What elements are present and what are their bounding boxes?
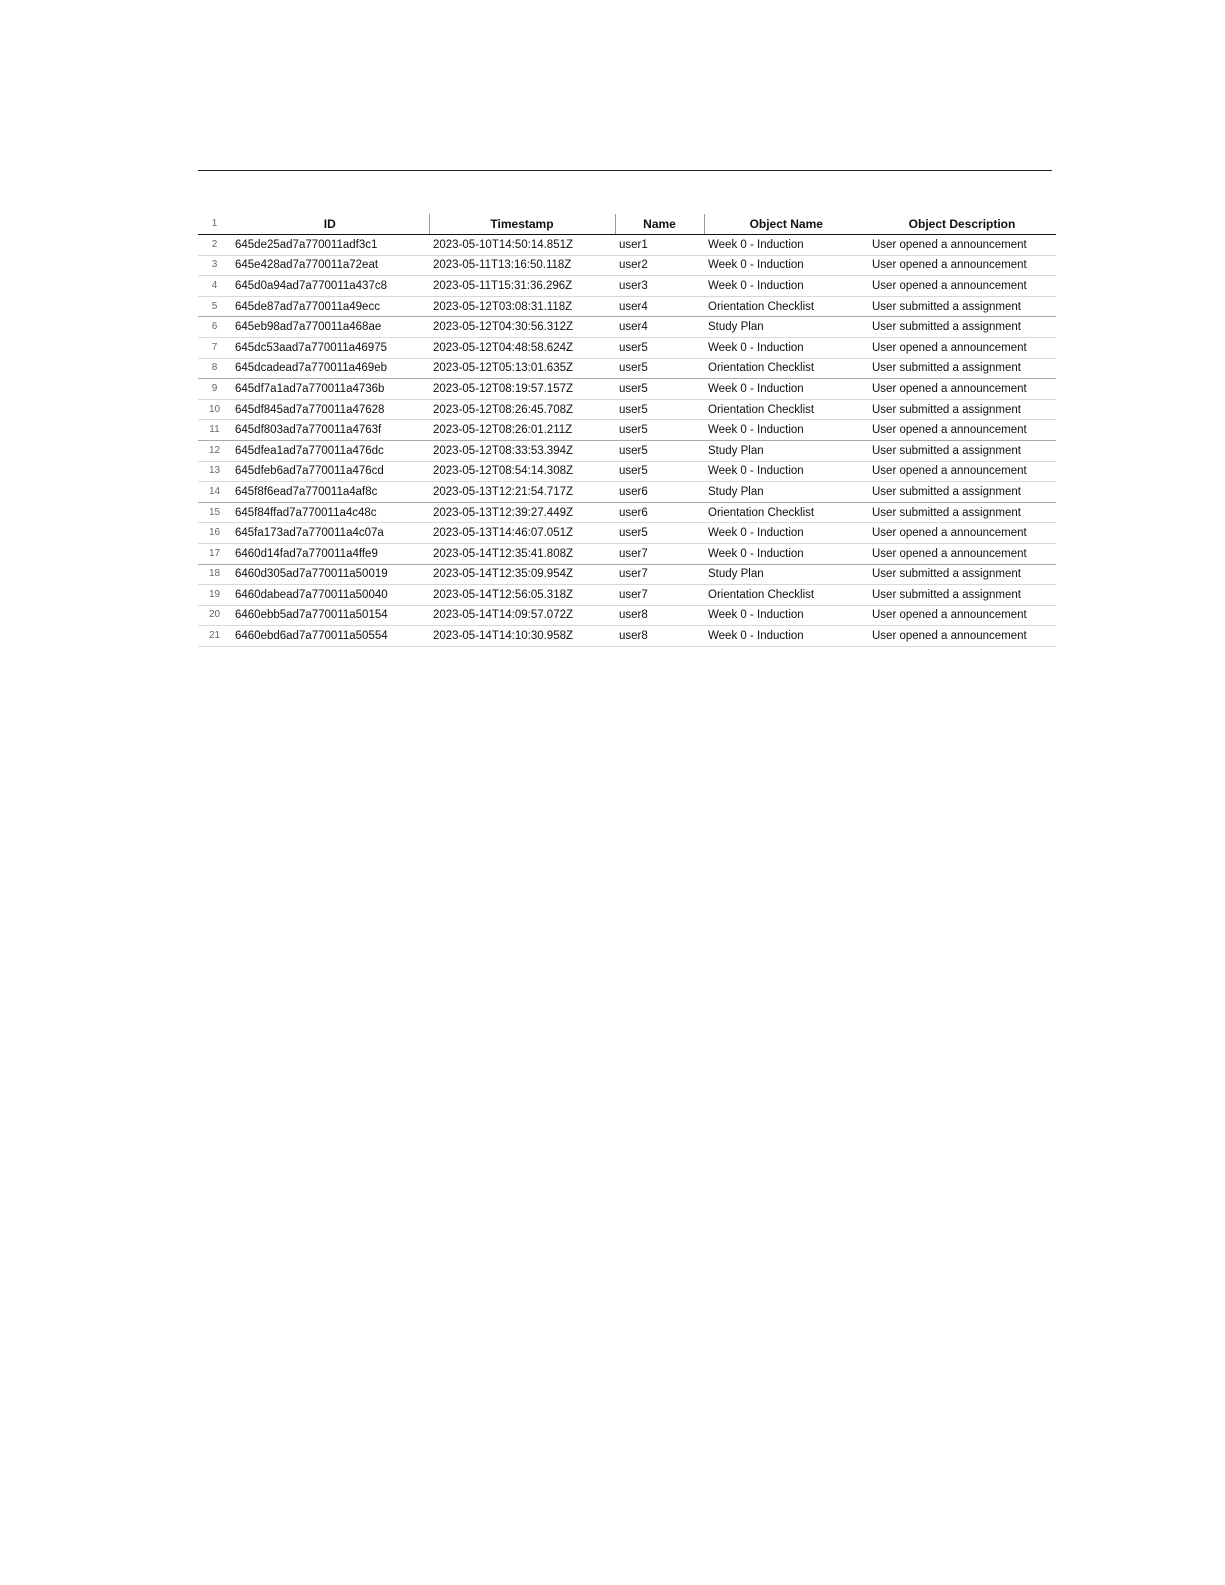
- name-cell: user5: [615, 420, 704, 441]
- table-row: [198, 358, 1056, 379]
- column-header-id: ID: [231, 214, 429, 235]
- object-description-cell: User opened a announcement: [868, 626, 1056, 647]
- id-cell: 645d0a94ad7a770011a437c8: [231, 276, 429, 297]
- spreadsheet-excerpt: [198, 214, 1056, 647]
- row-number-cell: 12: [198, 440, 231, 461]
- object-name-cell: Orientation Checklist: [704, 358, 868, 379]
- timestamp-cell: 2023-05-14T14:09:57.072Z: [429, 605, 615, 626]
- row-number-cell: 18: [198, 564, 231, 585]
- name-cell: user6: [615, 482, 704, 503]
- name-cell: user5: [615, 399, 704, 420]
- row-number-cell: 20: [198, 605, 231, 626]
- table-row: [198, 296, 1056, 317]
- name-cell: user8: [615, 605, 704, 626]
- timestamp-cell: 2023-05-12T08:33:53.394Z: [429, 440, 615, 461]
- object-description-cell: User opened a announcement: [868, 543, 1056, 564]
- timestamp-cell: 2023-05-13T12:39:27.449Z: [429, 502, 615, 523]
- column-header-object-description: Object Description: [868, 214, 1056, 235]
- id-cell: 645dcadead7a770011a469eb: [231, 358, 429, 379]
- table-row: [198, 440, 1056, 461]
- id-cell: 645df845ad7a770011a47628: [231, 399, 429, 420]
- row-number-cell: 21: [198, 626, 231, 647]
- timestamp-cell: 2023-05-12T08:19:57.157Z: [429, 379, 615, 400]
- table-row: [198, 235, 1056, 256]
- name-cell: user5: [615, 379, 704, 400]
- name-cell: user7: [615, 564, 704, 585]
- timestamp-cell: 2023-05-14T12:56:05.318Z: [429, 585, 615, 606]
- object-description-cell: User opened a announcement: [868, 461, 1056, 482]
- object-name-cell: Orientation Checklist: [704, 585, 868, 606]
- id-cell: 645f84ffad7a770011a4c48c: [231, 502, 429, 523]
- row-number-cell: 6: [198, 317, 231, 338]
- object-description-cell: User submitted a assignment: [868, 358, 1056, 379]
- id-cell: 645e428ad7a770011a72eat: [231, 255, 429, 276]
- id-cell: 645dfea1ad7a770011a476dc: [231, 440, 429, 461]
- object-description-cell: User submitted a assignment: [868, 317, 1056, 338]
- object-description-cell: User submitted a assignment: [868, 502, 1056, 523]
- id-cell: 645f8f6ead7a770011a4af8c: [231, 482, 429, 503]
- object-description-cell: User opened a announcement: [868, 255, 1056, 276]
- row-number-cell: 15: [198, 502, 231, 523]
- id-cell: 645dfeb6ad7a770011a476cd: [231, 461, 429, 482]
- object-name-cell: Week 0 - Induction: [704, 523, 868, 544]
- timestamp-cell: 2023-05-12T05:13:01.635Z: [429, 358, 615, 379]
- name-cell: user4: [615, 317, 704, 338]
- timestamp-cell: 2023-05-14T12:35:09.954Z: [429, 564, 615, 585]
- table-row: [198, 461, 1056, 482]
- activity-log-table: [198, 214, 1056, 647]
- object-description-cell: User opened a announcement: [868, 523, 1056, 544]
- column-header-object-name: Object Name: [704, 214, 868, 235]
- object-name-cell: Week 0 - Induction: [704, 626, 868, 647]
- object-name-cell: Study Plan: [704, 317, 868, 338]
- object-description-cell: User opened a announcement: [868, 235, 1056, 256]
- row-number-cell: 10: [198, 399, 231, 420]
- page-top-rule: [198, 170, 1052, 171]
- table-row: [198, 337, 1056, 358]
- table-body: [198, 235, 1056, 647]
- column-header-timestamp: Timestamp: [429, 214, 615, 235]
- name-cell: user5: [615, 523, 704, 544]
- object-name-cell: Week 0 - Induction: [704, 337, 868, 358]
- header-row-number: 1: [198, 214, 231, 235]
- table-row: [198, 482, 1056, 503]
- row-number-cell: 13: [198, 461, 231, 482]
- name-cell: user6: [615, 502, 704, 523]
- id-cell: 6460d305ad7a770011a50019: [231, 564, 429, 585]
- object-description-cell: User submitted a assignment: [868, 482, 1056, 503]
- row-number-cell: 14: [198, 482, 231, 503]
- name-cell: user7: [615, 585, 704, 606]
- id-cell: 645de25ad7a770011adf3c1: [231, 235, 429, 256]
- name-cell: user4: [615, 296, 704, 317]
- table-row: [198, 543, 1056, 564]
- timestamp-cell: 2023-05-12T04:30:56.312Z: [429, 317, 615, 338]
- id-cell: 645df803ad7a770011a4763f: [231, 420, 429, 441]
- object-name-cell: Week 0 - Induction: [704, 235, 868, 256]
- id-cell: 6460ebd6ad7a770011a50554: [231, 626, 429, 647]
- row-number-cell: 17: [198, 543, 231, 564]
- name-cell: user2: [615, 255, 704, 276]
- table-row: [198, 605, 1056, 626]
- name-cell: user5: [615, 358, 704, 379]
- row-number-cell: 3: [198, 255, 231, 276]
- id-cell: 645eb98ad7a770011a468ae: [231, 317, 429, 338]
- name-cell: user5: [615, 337, 704, 358]
- table-row: [198, 626, 1056, 647]
- row-number-cell: 5: [198, 296, 231, 317]
- object-name-cell: Week 0 - Induction: [704, 605, 868, 626]
- object-name-cell: Study Plan: [704, 440, 868, 461]
- object-description-cell: User submitted a assignment: [868, 585, 1056, 606]
- name-cell: user5: [615, 461, 704, 482]
- object-name-cell: Orientation Checklist: [704, 296, 868, 317]
- object-description-cell: User opened a announcement: [868, 379, 1056, 400]
- timestamp-cell: 2023-05-12T03:08:31.118Z: [429, 296, 615, 317]
- object-name-cell: Study Plan: [704, 482, 868, 503]
- object-description-cell: User opened a announcement: [868, 337, 1056, 358]
- id-cell: 6460dabead7a770011a50040: [231, 585, 429, 606]
- id-cell: 645df7a1ad7a770011a4736b: [231, 379, 429, 400]
- table-row: [198, 317, 1056, 338]
- timestamp-cell: 2023-05-13T14:46:07.051Z: [429, 523, 615, 544]
- row-number-cell: 9: [198, 379, 231, 400]
- object-name-cell: Week 0 - Induction: [704, 379, 868, 400]
- row-number-cell: 2: [198, 235, 231, 256]
- object-name-cell: Study Plan: [704, 564, 868, 585]
- object-name-cell: Week 0 - Induction: [704, 255, 868, 276]
- timestamp-cell: 2023-05-14T14:10:30.958Z: [429, 626, 615, 647]
- row-number-cell: 19: [198, 585, 231, 606]
- object-name-cell: Orientation Checklist: [704, 399, 868, 420]
- column-header-name: Name: [615, 214, 704, 235]
- id-cell: 645dc53aad7a770011a46975: [231, 337, 429, 358]
- timestamp-cell: 2023-05-12T08:26:01.211Z: [429, 420, 615, 441]
- table-row: [198, 564, 1056, 585]
- row-number-cell: 16: [198, 523, 231, 544]
- name-cell: user3: [615, 276, 704, 297]
- object-name-cell: Week 0 - Induction: [704, 276, 868, 297]
- name-cell: user5: [615, 440, 704, 461]
- table-row: [198, 379, 1056, 400]
- object-name-cell: Orientation Checklist: [704, 502, 868, 523]
- table-row: [198, 523, 1056, 544]
- timestamp-cell: 2023-05-10T14:50:14.851Z: [429, 235, 615, 256]
- table-row: [198, 502, 1056, 523]
- row-number-cell: 8: [198, 358, 231, 379]
- object-description-cell: User submitted a assignment: [868, 399, 1056, 420]
- row-number-cell: 4: [198, 276, 231, 297]
- timestamp-cell: 2023-05-12T08:54:14.308Z: [429, 461, 615, 482]
- table-row: [198, 399, 1056, 420]
- object-description-cell: User submitted a assignment: [868, 564, 1056, 585]
- row-number-cell: 11: [198, 420, 231, 441]
- object-description-cell: User submitted a assignment: [868, 440, 1056, 461]
- object-description-cell: User opened a announcement: [868, 605, 1056, 626]
- timestamp-cell: 2023-05-12T04:48:58.624Z: [429, 337, 615, 358]
- object-description-cell: User opened a announcement: [868, 276, 1056, 297]
- table-header-row: [198, 214, 1056, 235]
- id-cell: 645de87ad7a770011a49ecc: [231, 296, 429, 317]
- timestamp-cell: 2023-05-14T12:35:41.808Z: [429, 543, 615, 564]
- timestamp-cell: 2023-05-12T08:26:45.708Z: [429, 399, 615, 420]
- object-name-cell: Week 0 - Induction: [704, 543, 868, 564]
- object-description-cell: User opened a announcement: [868, 420, 1056, 441]
- name-cell: user7: [615, 543, 704, 564]
- row-number-cell: 7: [198, 337, 231, 358]
- name-cell: user8: [615, 626, 704, 647]
- table-row: [198, 585, 1056, 606]
- timestamp-cell: 2023-05-13T12:21:54.717Z: [429, 482, 615, 503]
- id-cell: 6460d14fad7a770011a4ffe9: [231, 543, 429, 564]
- id-cell: 645fa173ad7a770011a4c07a: [231, 523, 429, 544]
- table-row: [198, 420, 1056, 441]
- object-description-cell: User submitted a assignment: [868, 296, 1056, 317]
- id-cell: 6460ebb5ad7a770011a50154: [231, 605, 429, 626]
- object-name-cell: Week 0 - Induction: [704, 461, 868, 482]
- name-cell: user1: [615, 235, 704, 256]
- timestamp-cell: 2023-05-11T13:16:50.118Z: [429, 255, 615, 276]
- object-name-cell: Week 0 - Induction: [704, 420, 868, 441]
- timestamp-cell: 2023-05-11T15:31:36.296Z: [429, 276, 615, 297]
- table-row: [198, 276, 1056, 297]
- table-row: [198, 255, 1056, 276]
